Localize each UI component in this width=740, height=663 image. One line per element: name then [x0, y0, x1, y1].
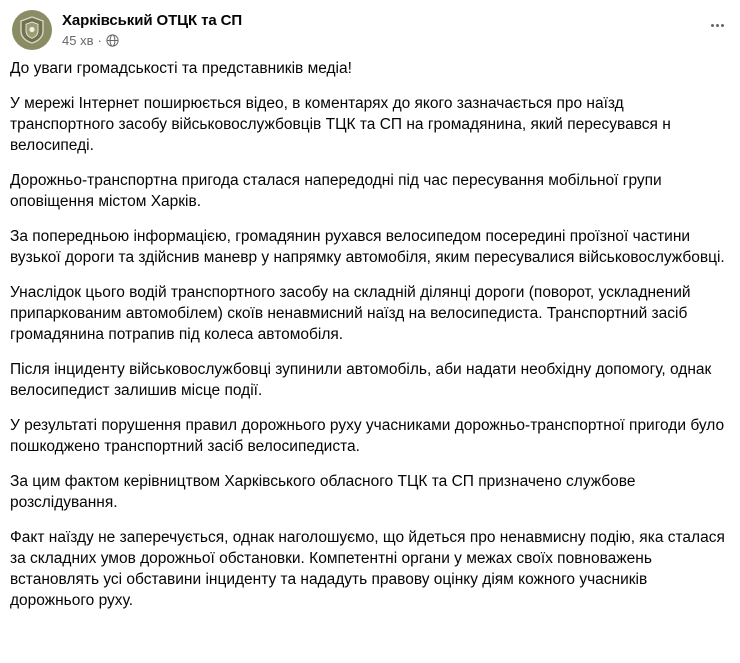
post-paragraph: Після інциденту військовослужбовці зупинили автомобіль, аби надати необхідну допомогу, однак велосипедист залишив місце події. [10, 361, 712, 399]
post-paragraph: Факт наїзду не заперечується, однак наголошуємо, що йдеться про ненавмисну подію, яка сталася за складних умов дорожньої обстановки. Компетентні органи у межах своїх повноважень встановлять усі обставини інциденту та нададуть правову оцінку діям кожного учасників дорожнього руху. [10, 529, 725, 609]
header-text [62, 10, 242, 49]
post-more-options-button[interactable] [706, 14, 728, 36]
more-dot-1 [711, 24, 714, 27]
page-name[interactable]: Харківський ОТЦК та СП [62, 12, 243, 29]
globe-icon[interactable] [106, 34, 119, 47]
post-header [0, 0, 740, 54]
post-paragraph: У мережі Інтернет поширюється відео, в коментарях до якого зазначається про наїзд транспортного засобу військовослужбовців ТЦК та СП на громадянина, який пересувався н велосипеді. [10, 95, 671, 154]
post-paragraph: У результаті порушення правил дорожнього руху учасниками дорожньо-транспортної пригоди було пошкоджено транспортний засіб велосипедиста. [10, 417, 725, 455]
post-paragraph: За цим фактом керівництвом Харківського обласного ТЦК та СП призначено службове розслідування. [10, 473, 636, 511]
post-paragraph: Унаслідок цього водій транспортного засобу на складній ділянці дороги (поворот, ускладнений припаркованим автомобілем) скоїв ненавмисний наїзд на велосипедиста. Транспортний засіб громадянина потрапив під колеса автомобіля. [10, 284, 691, 343]
post-paragraph: До уваги громадськості та представників медіа! [10, 60, 352, 77]
shield-emblem-icon [19, 16, 45, 44]
avatar[interactable] [12, 10, 52, 50]
post-body [0, 54, 740, 611]
meta-separator: · [97, 33, 102, 48]
post-meta [62, 32, 242, 49]
more-dot-2 [716, 24, 719, 27]
post-timestamp[interactable]: 45 хв [62, 33, 94, 48]
post-paragraph: За попередньою інформацією, громадянин рухався велосипедом посередині проїзної частини вузької дороги та здійснив маневр у напрямку автомобіля, яким пересувалися військовослужбовці. [10, 228, 725, 266]
post-paragraph: Дорожньо-транспортна пригода сталася напередодні під час пересування мобільної групи оповіщення містом Харків. [10, 172, 662, 210]
more-dot-3 [721, 24, 724, 27]
